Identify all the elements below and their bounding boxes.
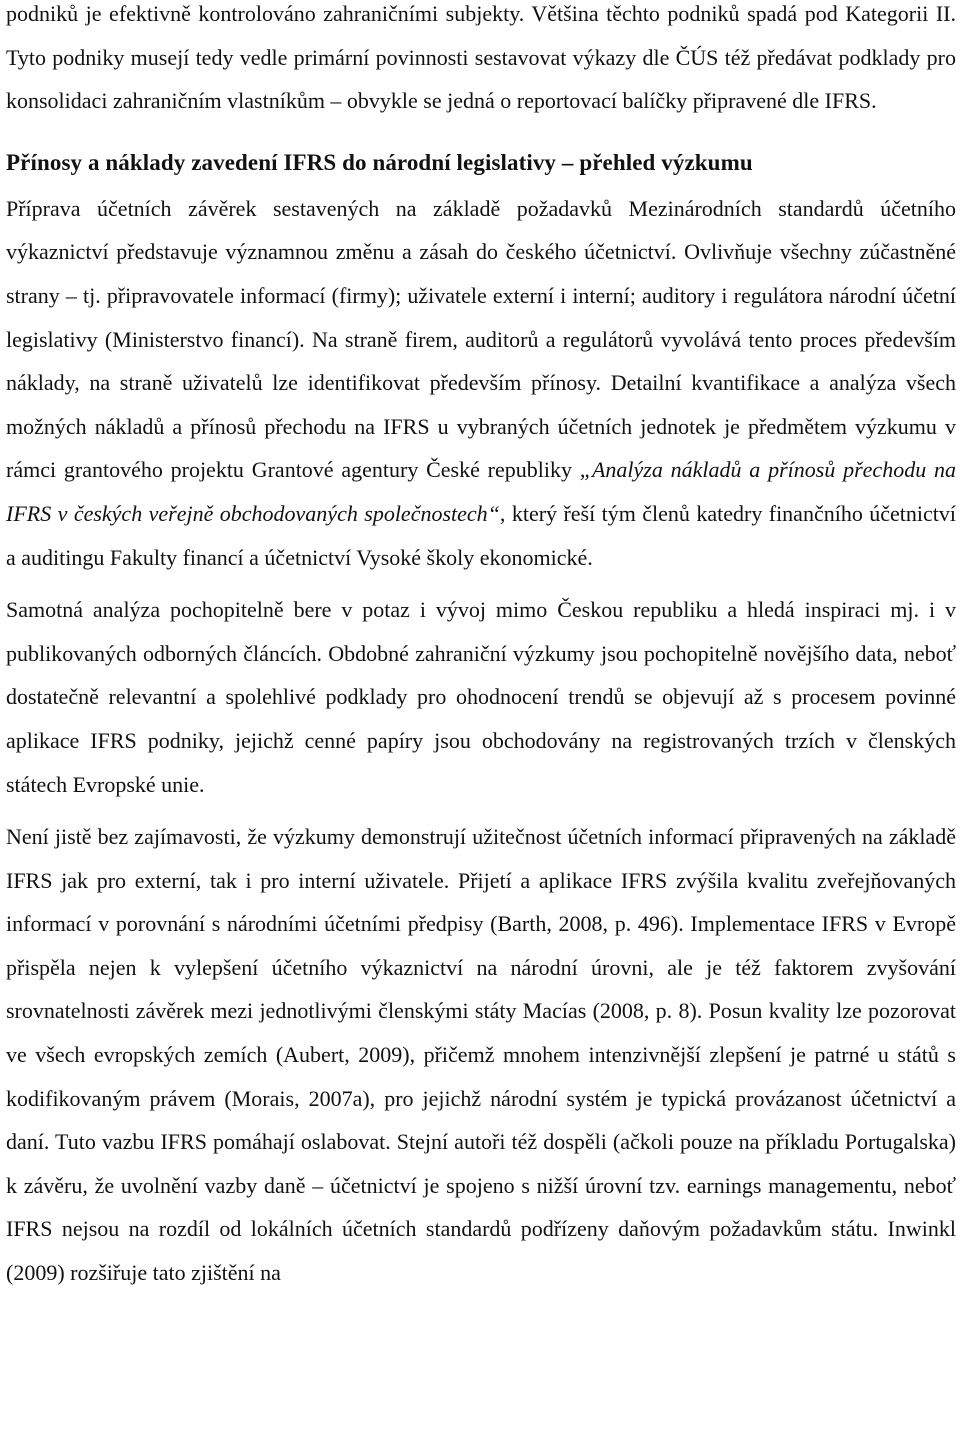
paragraph-foreign-research-text: Samotná analýza pochopitelně bere v potaz i vývoj mimo Českou republiku a hledá inspiraci mj. i v publikovaných odborných článcích. Obdobné zahraniční výzkumy jsou pochopitelně novějšího data, neboť dostatečně relevantní a spolehlivé podklady pro ohodnocení trendů se objevují až s procesem povinné aplikace IFRS podniky, jejichž cenné papíry jsou obchodovány na registrovaných trzích v členských státech Evropské unie. — [6, 597, 956, 797]
paragraph-foreign-research — [6, 588, 956, 806]
document-page — [6, 0, 956, 1295]
paragraph-ifrs-preparation-tail: , který řeší tým členů katedry finančního účetnictví a auditingu Fakulty financí a účetnictví Vysoké školy ekonomické. — [6, 500, 956, 570]
paragraph-intro-text: podniků je efektivně kontrolováno zahraničními subjekty. Většina těchto podniků spadá pod Kategorii II. Tyto podniky musejí tedy vedle primární povinnosti sestavovat výkazy dle ČÚS též předávat podklady pro konsolidaci zahraničním vlastníkům – obvykle se jedná o reportovací balíčky připravené dle IFRS. — [6, 1, 956, 114]
paragraph-usefulness-text: Není jistě bez zajímavosti, že výzkumy demonstrují užitečnost účetních informací připravených na základě IFRS jak pro externí, tak i pro interní uživatele. Přijetí a aplikace IFRS zvýšila kvalitu zveřejňovaných informací v porovnání s národními účetními předpisy (Barth, 2008, p. 496). Implementace IFRS v Evropě přispěla nejen k vylepšení účetního výkaznictví na národní úrovni, ale je též faktorem zvyšování srovnatelnosti závěrek mezi jednotlivými členskými státy Macías (2008, p. 8). Posun kvality lze pozorovat ve všech evropských zemích (Aubert, 2009), přičemž mnohem intenzivnější zlepšení je patrné u států s kodifikovaným právem (Morais, 2007a), pro jejichž národní systém je typická provázanost účetnictví a daní. Tuto vazbu IFRS pomáhají oslabovat. Stejní autoři též dospěli (ačkoli pouze na příkladu Portugalska) k závěru, že uvolnění vazby daně – účetnictví je spojeno s nižší úrovní tzv. earnings managementu, neboť IFRS nejsou na rozdíl od lokálních účetních standardů podřízeny daňovým požadavkům státu. Inwinkl (2009) rozšiřuje tato zjištění na — [6, 824, 956, 1286]
paragraph-usefulness — [6, 815, 956, 1295]
section-heading: Přínosy a náklady zavedení IFRS do národní legislativy – přehled výzkumu — [6, 149, 753, 175]
paragraph-ifrs-preparation — [6, 187, 956, 579]
project-title-italic: „Analýza nákladů a přínosů přechodu na IFRS v českých veřejně obchodovaných společnostech“ — [6, 457, 956, 526]
paragraph-intro — [6, 0, 956, 123]
paragraph-ifrs-preparation-text: Příprava účetních závěrek sestavených na základě požadavků Mezinárodních standardů účetního výkaznictví představuje významnou změnu a zásah do českého účetnictví. Ovlivňuje všechny zúčastněné strany – tj. připravovatele informací (firmy); uživatele externí i interní; auditory i regulátora národní účetní legislativy (Ministerstvo financí). Na straně firem, auditorů a regulátorů vyvolává tento proces především náklady, na straně uživatelů lze identifikovat především přínosy. Detailní kvantifikace a analýza všech možných nákladů a přínosů přechodu na IFRS u vybraných účetních jednotek je předmětem výzkumu v rámci grantového projektu Grantové agentury České republiky — [6, 195, 956, 483]
